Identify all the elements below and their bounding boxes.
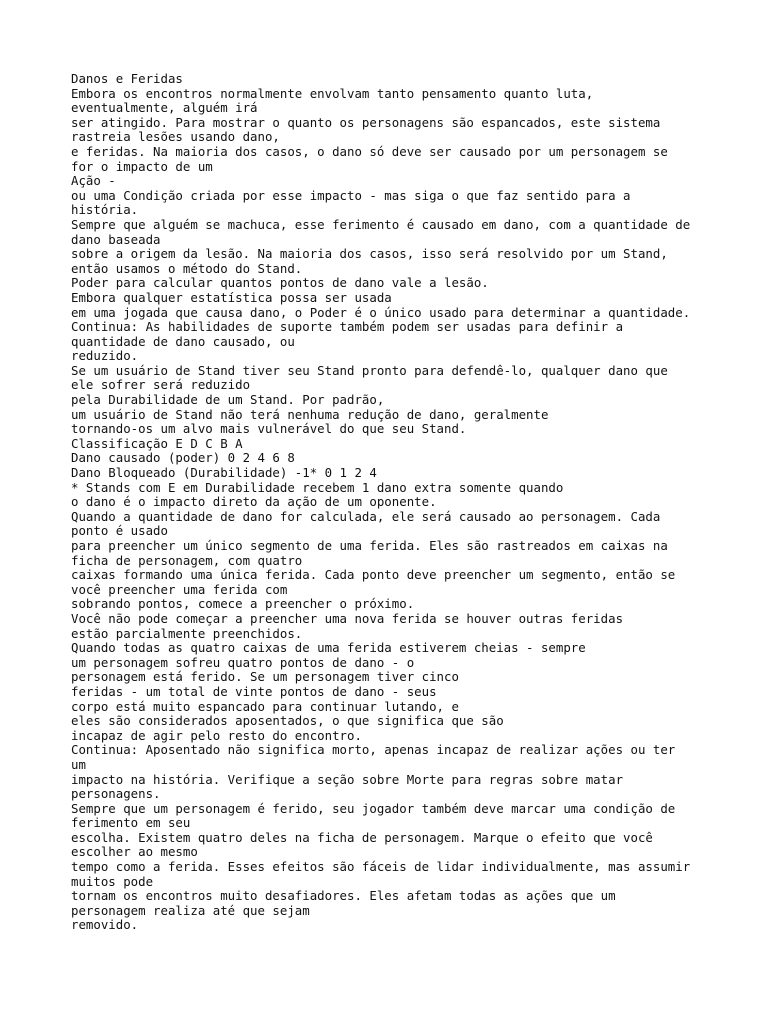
text-line: personagem está ferido. Se um personagem tiver cinco: [71, 669, 459, 685]
text-line: ponto é usado: [71, 523, 168, 539]
text-line: Poder para calcular quantos pontos de dano vale a lesão.: [71, 275, 489, 291]
document-page: [71, 72, 711, 933]
text-line: história.: [71, 202, 139, 218]
text-line: escolha. Existem quatro deles na ficha de personagem. Marque o efeito que você: [71, 829, 653, 845]
text-line: Continua: As habilidades de suporte também podem ser usadas para definir a: [71, 319, 624, 335]
text-line: eles são considerados aposentados, o que significa que são: [71, 713, 504, 729]
text-line: Quando a quantidade de dano for calculada, ele será causado ao personagem. Cada: [71, 508, 661, 524]
text-line: ele sofrer será reduzido: [71, 377, 251, 393]
text-line: feridas - um total de vinte pontos de dano - seus: [71, 683, 437, 699]
text-line: impacto na história. Verifique a seção sobre Morte para regras sobre matar: [71, 771, 624, 787]
text-line: para preencher um único segmento de uma ferida. Eles são rastreados em caixas na: [71, 538, 668, 553]
text-line: Se um usuário de Stand tiver seu Stand pronto para defendê-lo, qualquer dano que: [71, 362, 668, 378]
text-line: tornam os encontros muito desafiadores. Eles afetam todas as ações que um: [71, 888, 616, 904]
text-line: ou uma Condição criada por esse impacto - mas siga o que faz sentido para a: [71, 187, 631, 203]
text-line: caixas formando uma única ferida. Cada ponto deve preencher um segmento, então se: [71, 567, 676, 583]
text-line: corpo está muito espancado para continuar lutando, e: [71, 698, 459, 714]
text-line: um usuário de Stand não terá nenhuma redução de dano, geralmente: [71, 406, 549, 422]
text-line: personagens.: [71, 786, 161, 802]
text-line: for o impacto de um: [71, 158, 213, 174]
text-line: Dano causado (poder) 0 2 4 6 8: [71, 450, 295, 466]
text-line: Sempre que alguém se machuca, esse ferimento é causado em dano, com a quantidade de: [71, 216, 691, 232]
text-line: Embora qualquer estatística possa ser usada: [71, 289, 392, 305]
text-line: removido.: [71, 917, 139, 933]
text-line: Danos e Feridas: [71, 71, 183, 86]
text-line: estão parcialmente preenchidos.: [71, 625, 303, 641]
text-line: Dano Bloqueado (Durabilidade) -1* 0 1 2 4: [71, 465, 377, 481]
text-line: eventualmente, alguém irá: [71, 100, 258, 116]
text-line: rastreia lesões usando dano,: [71, 129, 280, 145]
text-line: ficha de personagem, com quatro: [71, 552, 303, 568]
text-line: Sempre que um personagem é ferido, seu jogador também deve marcar uma condição de: [71, 800, 676, 816]
text-line: em uma jogada que causa dano, o Poder é o único usado para determinar a quantidade.: [71, 304, 691, 320]
text-line: Continua: Aposentado não significa morto, apenas incapaz de realizar ações ou ter: [71, 742, 676, 758]
text-line: dano baseada: [71, 231, 161, 247]
text-line: o dano é o impacto direto da ação de um oponente.: [71, 494, 437, 510]
text-line: um: [71, 756, 86, 772]
text-line: Classificação E D C B A: [71, 435, 243, 451]
text-line: ferimento em seu: [71, 815, 191, 831]
text-line: sobre a origem da lesão. Na maioria dos casos, isso será resolvido por um Stand,: [71, 246, 668, 262]
text-line: Quando todas as quatro caixas de uma ferida estiverem cheias - sempre: [71, 640, 586, 656]
text-line: reduzido.: [71, 348, 139, 364]
text-line: e feridas. Na maioria dos casos, o dano só deve ser causado por um personagem se: [71, 143, 668, 159]
text-line: muitos pode: [71, 873, 154, 889]
text-line: um personagem sofreu quatro pontos de dano - o: [71, 654, 415, 670]
text-line: tornando-os um alvo mais vulnerável do que seu Stand.: [71, 421, 467, 437]
text-line: incapaz de agir pelo resto do encontro.: [71, 727, 362, 743]
text-line: ser atingido. Para mostrar o quanto os personagens são espancados, este sistema: [71, 114, 661, 130]
text-line: Embora os encontros normalmente envolvam tanto pensamento quanto luta,: [71, 85, 594, 101]
text-line: você preencher uma ferida com: [71, 581, 288, 597]
text-line: então usamos o método do Stand.: [71, 260, 303, 276]
text-line: * Stands com E em Durabilidade recebem 1 dano extra somente quando: [71, 479, 564, 495]
text-line: quantidade de dano causado, ou: [71, 333, 295, 349]
text-line: Você não pode começar a preencher uma nova ferida se houver outras feridas: [71, 610, 624, 626]
text-line: tempo como a ferida. Esses efeitos são fáceis de lidar individualmente, mas assumir: [71, 859, 691, 875]
text-line: sobrando pontos, comece a preencher o próximo.: [71, 596, 415, 612]
text-line: escolher ao mesmo: [71, 844, 198, 860]
text-line: pela Durabilidade de um Stand. Por padrão,: [71, 392, 385, 408]
text-line: Ação -: [71, 173, 116, 189]
text-line: personagem realiza até que sejam: [71, 902, 310, 918]
